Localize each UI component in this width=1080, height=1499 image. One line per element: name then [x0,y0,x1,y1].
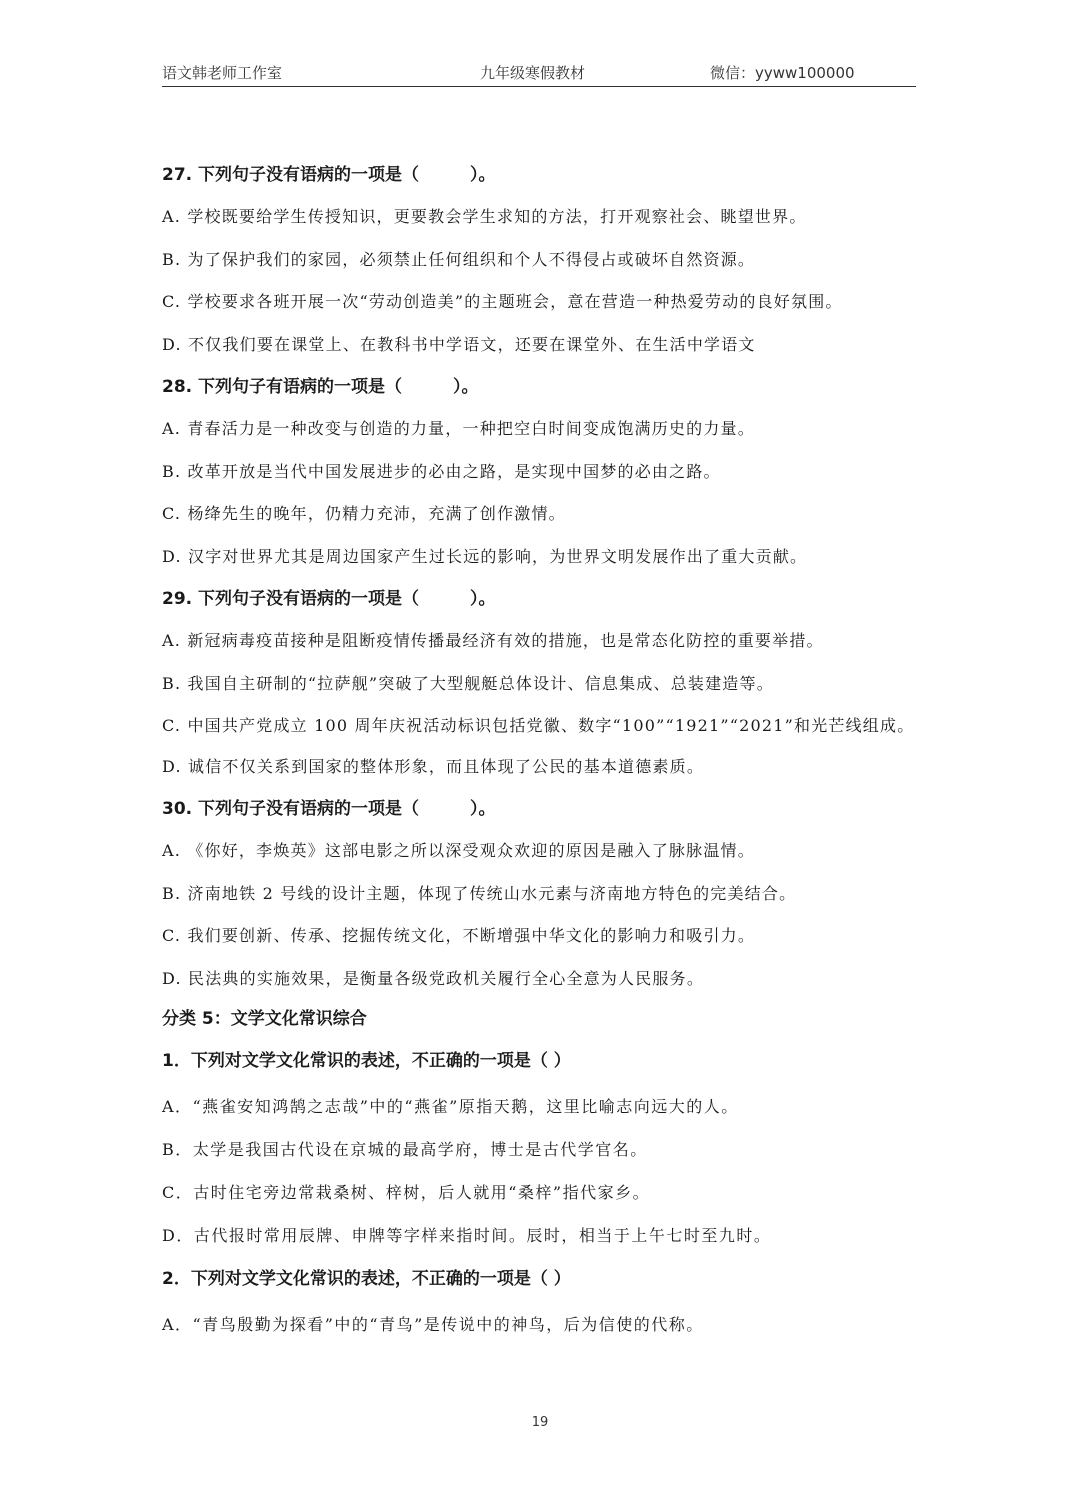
option-d: D. 民法典的实施效果，是衡量各级党政机关履行全心全意为人民服务。 [162,968,705,988]
option-a: A．“燕雀安知鸿鹄之志哉”中的“燕雀”原指天鹅，这里比喻志向远大的人。 [162,1097,739,1116]
page-number: 19 [531,1415,549,1430]
section-heading: 分类 5：文学文化常识综合 [162,1009,367,1029]
question-title: 28. 下列句子有语病的一项是（ ）。 [162,377,479,397]
option-a: A. 学校既要给学生传授知识，更要教会学生求知的方法，打开观察社会、眺望世界。 [162,207,807,226]
question-title: 29. 下列句子没有语病的一项是（ ）。 [162,589,496,609]
question-title: 30. 下列句子没有语病的一项是（ ）。 [162,799,496,819]
culture-question-1 [162,1046,922,1264]
question-30 [162,794,922,1006]
option-c: C. 学校要求各班开展一次“劳动创造美”的主题班会，意在营造一种热爱劳动的良好氛围。 [162,292,843,311]
option-b: B．太学是我国古代设在京城的最高学府，博士是古代学官名。 [162,1140,648,1159]
option-c: C. 我们要创新、传承、挖掘传统文化，不断增强中华文化的影响力和吸引力。 [162,926,756,945]
option-b: B. 改革开放是当代中国发展进步的必由之路，是实现中国梦的必由之路。 [162,461,721,481]
question-27 [162,160,922,372]
question-29 [162,584,922,794]
question-title: 2．下列对文学文化常识的表述，不正确的一项是（ ） [162,1269,571,1289]
option-a: A. 新冠病毒疫苗接种是阻断疫情传播最经济有效的措施，也是常态化防控的重要举措。 [162,631,824,650]
option-d: D. 不仅我们要在课堂上、在教科书中学语文，还要在课堂外、在生活中学语文 [162,334,756,354]
page-header [162,58,916,87]
culture-question-2 [162,1264,922,1353]
option-d: D．古代报时常用辰牌、申牌等字样来指时间。辰时，相当于上午七时至九时。 [162,1226,772,1245]
page-content [162,160,922,1353]
option-a: A. 《你好，李焕英》这部电影之所以深受观众欢迎的原因是融入了脉脉温情。 [162,841,755,860]
question-28 [162,372,922,584]
question-title: 27. 下列句子没有语病的一项是（ ）。 [162,165,496,185]
option-c: C. 杨绛先生的晚年，仍精力充沛，充满了创作激情。 [162,504,566,523]
header-book-title: 九年级寒假教材 [480,64,586,82]
question-title: 1．下列对文学文化常识的表述，不正确的一项是（ ） [162,1051,571,1071]
header-studio-name: 语文韩老师工作室 [162,64,283,82]
option-b: B. 为了保护我们的家园，必须禁止任何组织和个人不得侵占或破坏自然资源。 [162,249,756,269]
option-c: C．古时住宅旁边常栽桑树、梓树，后人就用“桑梓”指代家乡。 [162,1183,651,1202]
option-a: A. 青春活力是一种改变与创造的力量，一种把空白时间变成饱满历史的力量。 [162,419,755,438]
option-c: C. 中国共产党成立 100 周年庆祝活动标识包括党徽、数字“100”“1921”“2021”和光芒线组成。 [162,716,915,735]
option-a: A．“青鸟殷勤为探看”中的“青鸟”是传说中的神鸟，后为信使的代称。 [162,1315,704,1334]
option-b: B. 济南地铁 2 号线的设计主题，体现了传统山水元素与济南地方特色的完美结合。 [162,883,797,903]
header-wechat-id: 微信：yyww100000 [710,64,855,82]
option-d: D. 汉字对世界尤其是周边国家产生过长远的影响，为世界文明发展作出了重大贡献。 [162,546,808,566]
option-d: D. 诚信不仅关系到国家的整体形象，而且体现了公民的基本道德素质。 [162,756,705,776]
option-b: B. 我国自主研制的“拉萨舰”突破了大型舰艇总体设计、信息集成、总装建造等。 [162,673,774,693]
